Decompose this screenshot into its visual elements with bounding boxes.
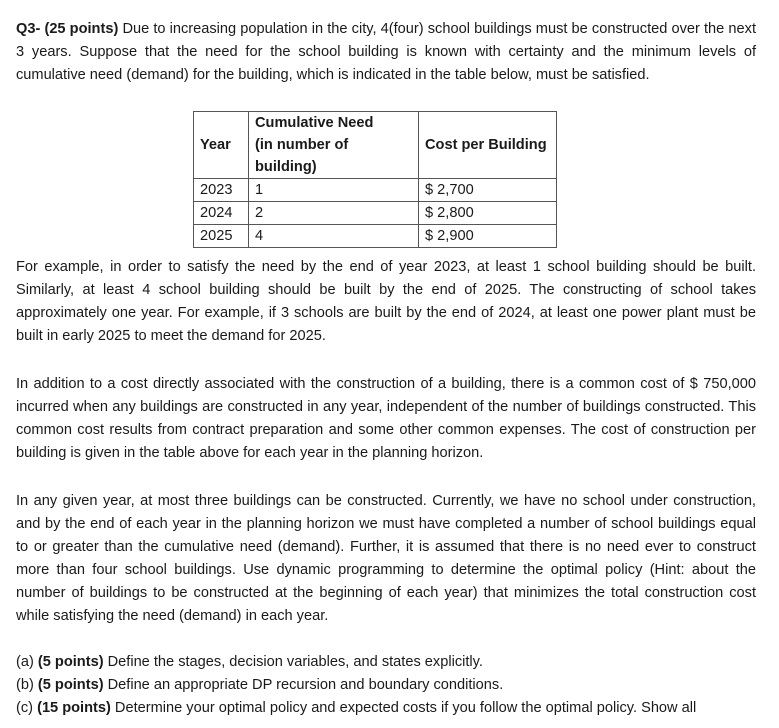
cell-need: 4 — [249, 225, 419, 248]
cell-need: 2 — [249, 202, 419, 225]
header-year: Year — [194, 112, 249, 179]
sub-question-b — [16, 674, 756, 697]
question-intro-text: Due to increasing population in the city, 4(four) school buildings must be constructed over the next 3 years. Suppose that the need for the school building is known with certainty and the minimum levels of cumulative need (demand) for the building, which is indicated in the table below, must be satisfied. — [16, 21, 756, 83]
cell-year: 2023 — [194, 179, 249, 202]
sub-question-c — [16, 697, 756, 720]
cell-year: 2024 — [194, 202, 249, 225]
question-intro — [16, 18, 756, 87]
table-row — [194, 225, 557, 248]
question-label: Q3- (25 points) — [16, 21, 119, 37]
need-cost-table — [193, 111, 557, 248]
sub-questions — [16, 651, 756, 720]
cell-year: 2025 — [194, 225, 249, 248]
table-header-row — [194, 112, 557, 179]
part-points: (5 points) — [37, 654, 104, 670]
common-cost-paragraph: In addition to a cost directly associated with the construction of a building, there is a common cost of $ 750,000 incurred when any buildings are constructed in any year, independent of the number of buildings constructed. This common cost results from contract preparation and some other common expenses. The cost of construction per building is given in the table above for each year in the planning horizon. — [16, 376, 756, 461]
constraints-paragraph: In any given year, at most three buildings can be constructed. Currently, we have no school under construction, and by the end of each year in the planning horizon we must have completed a number of school buildings equal to or greater than the cumulative need (demand). Further, it is assumed that there is no need ever to construct more than four school buildings. Use dynamic programming to determine the optimal policy (Hint: about the number of buildings to be constructed at the beginning of each year) that minimizes the total construction cost while satisfying the need (demand) in each year. — [16, 493, 756, 624]
header-cumulative-need — [249, 112, 419, 179]
part-prefix: (c) — [16, 700, 38, 716]
table-row — [194, 202, 557, 225]
cell-cost: $ 2,800 — [419, 202, 557, 225]
part-text: Define an appropriate DP recursion and boundary conditions. — [103, 677, 504, 693]
part-points: (5 points) — [37, 677, 104, 693]
header-need-line1: Cumulative Need — [255, 115, 374, 131]
part-prefix: (b) — [16, 677, 38, 693]
part-text: Define the stages, decision variables, and states explicitly. — [103, 654, 483, 670]
cell-cost: $ 2,900 — [419, 225, 557, 248]
part-text: Determine your optimal policy and expected costs if you follow the optimal policy. Show all — [110, 700, 697, 716]
cell-need: 1 — [249, 179, 419, 202]
table-row — [194, 179, 557, 202]
example-paragraph: For example, in order to satisfy the need by the end of year 2023, at least 1 school building should be built. Similarly, at least 4 school building should be built by the end of 2025. The constructing of school takes approximately one year. For example, if 3 schools are built by the end of 2024, at least one power plant must be built in early 2025 to meet the demand for 2025. — [16, 259, 756, 344]
part-points: (15 points) — [37, 700, 111, 716]
header-cost: Cost per Building — [419, 112, 557, 179]
sub-question-a — [16, 651, 756, 674]
cell-cost: $ 2,700 — [419, 179, 557, 202]
header-need-line2: (in number of building) — [255, 137, 349, 175]
part-prefix: (a) — [16, 654, 38, 670]
